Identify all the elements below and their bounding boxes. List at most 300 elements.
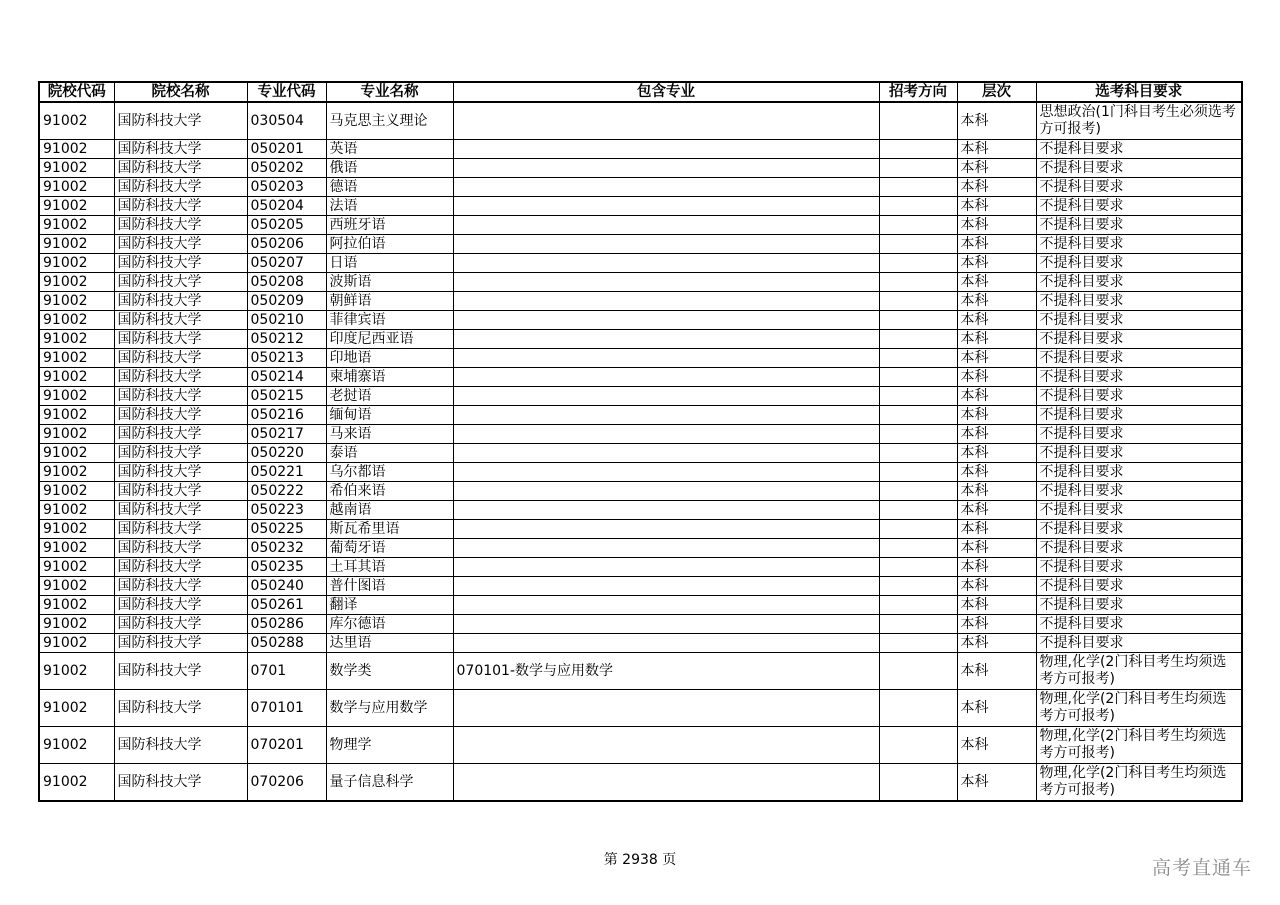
cell-level: 本科 — [957, 197, 1036, 216]
table-row — [39, 159, 1242, 178]
cell-major-code: 050201 — [247, 140, 326, 159]
cell-major-code: 050209 — [247, 292, 326, 311]
cell-included-majors: 070101-数学与应用数学 — [453, 653, 879, 690]
cell-major-code: 050205 — [247, 216, 326, 235]
cell-school-name: 国防科技大学 — [114, 292, 247, 311]
cell-subject-requirement: 不提科目要求 — [1036, 558, 1242, 577]
cell-included-majors — [453, 330, 879, 349]
cell-school-code: 91002 — [39, 330, 114, 349]
cell-school-code: 91002 — [39, 349, 114, 368]
cell-included-majors — [453, 501, 879, 520]
cell-included-majors — [453, 197, 879, 216]
cell-included-majors — [453, 178, 879, 197]
cell-included-majors — [453, 482, 879, 501]
cell-included-majors — [453, 406, 879, 425]
cell-subject-requirement: 物理,化学(2门科目考生均须选考方可报考) — [1036, 727, 1242, 764]
cell-included-majors — [453, 690, 879, 727]
cell-major-name: 马来语 — [326, 425, 453, 444]
cell-direction — [879, 330, 957, 349]
cell-major-name: 德语 — [326, 178, 453, 197]
cell-direction — [879, 558, 957, 577]
cell-major-name: 日语 — [326, 254, 453, 273]
cell-subject-requirement: 物理,化学(2门科目考生均须选考方可报考) — [1036, 653, 1242, 690]
cell-major-name: 波斯语 — [326, 273, 453, 292]
cell-major-name: 量子信息科学 — [326, 764, 453, 802]
cell-school-code: 91002 — [39, 273, 114, 292]
cell-school-name: 国防科技大学 — [114, 653, 247, 690]
cell-major-code: 050212 — [247, 330, 326, 349]
cell-direction — [879, 482, 957, 501]
watermark-logo-text: 高考直通车 — [1151, 857, 1252, 879]
cell-included-majors — [453, 102, 879, 140]
cell-level: 本科 — [957, 311, 1036, 330]
cell-major-code: 070101 — [247, 690, 326, 727]
cell-subject-requirement: 不提科目要求 — [1036, 254, 1242, 273]
cell-school-name: 国防科技大学 — [114, 140, 247, 159]
col-header-major-code: 专业代码 — [247, 82, 326, 102]
cell-direction — [879, 273, 957, 292]
cell-level: 本科 — [957, 577, 1036, 596]
cell-school-name: 国防科技大学 — [114, 615, 247, 634]
cell-school-name: 国防科技大学 — [114, 596, 247, 615]
cell-major-name: 普什图语 — [326, 577, 453, 596]
cell-included-majors — [453, 273, 879, 292]
cell-direction — [879, 444, 957, 463]
cell-school-code: 91002 — [39, 653, 114, 690]
table-row — [39, 577, 1242, 596]
cell-major-name: 马克思主义理论 — [326, 102, 453, 140]
table-row — [39, 764, 1242, 802]
cell-school-code: 91002 — [39, 539, 114, 558]
cell-school-code: 91002 — [39, 482, 114, 501]
cell-school-code: 91002 — [39, 311, 114, 330]
table-row — [39, 482, 1242, 501]
cell-direction — [879, 539, 957, 558]
cell-level: 本科 — [957, 558, 1036, 577]
cell-subject-requirement: 不提科目要求 — [1036, 463, 1242, 482]
cell-level: 本科 — [957, 596, 1036, 615]
cell-direction — [879, 764, 957, 802]
table-row — [39, 273, 1242, 292]
cell-level: 本科 — [957, 102, 1036, 140]
table-row — [39, 368, 1242, 387]
cell-major-code: 050232 — [247, 539, 326, 558]
cell-subject-requirement: 不提科目要求 — [1036, 406, 1242, 425]
cell-school-name: 国防科技大学 — [114, 558, 247, 577]
cell-major-name: 阿拉伯语 — [326, 235, 453, 254]
cell-subject-requirement: 不提科目要求 — [1036, 501, 1242, 520]
cell-major-code: 050207 — [247, 254, 326, 273]
cell-level: 本科 — [957, 482, 1036, 501]
cell-subject-requirement: 不提科目要求 — [1036, 273, 1242, 292]
cell-subject-requirement: 不提科目要求 — [1036, 311, 1242, 330]
cell-included-majors — [453, 387, 879, 406]
table-row — [39, 292, 1242, 311]
table-row — [39, 501, 1242, 520]
cell-subject-requirement: 思想政治(1门科目考生必须选考方可报考) — [1036, 102, 1242, 140]
table-row — [39, 235, 1242, 254]
cell-direction — [879, 577, 957, 596]
cell-subject-requirement: 不提科目要求 — [1036, 539, 1242, 558]
cell-level: 本科 — [957, 690, 1036, 727]
cell-included-majors — [453, 292, 879, 311]
cell-level: 本科 — [957, 520, 1036, 539]
table-row — [39, 690, 1242, 727]
cell-direction — [879, 102, 957, 140]
cell-included-majors — [453, 539, 879, 558]
cell-school-code: 91002 — [39, 292, 114, 311]
cell-major-name: 土耳其语 — [326, 558, 453, 577]
cell-major-code: 050206 — [247, 235, 326, 254]
cell-school-code: 91002 — [39, 235, 114, 254]
cell-subject-requirement: 不提科目要求 — [1036, 178, 1242, 197]
cell-school-code: 91002 — [39, 463, 114, 482]
table-row — [39, 463, 1242, 482]
cell-school-code: 91002 — [39, 501, 114, 520]
cell-included-majors — [453, 349, 879, 368]
cell-major-code: 050203 — [247, 178, 326, 197]
table-row — [39, 102, 1242, 140]
cell-subject-requirement: 不提科目要求 — [1036, 387, 1242, 406]
cell-included-majors — [453, 558, 879, 577]
cell-school-name: 国防科技大学 — [114, 159, 247, 178]
cell-school-name: 国防科技大学 — [114, 727, 247, 764]
cell-major-code: 070201 — [247, 727, 326, 764]
cell-included-majors — [453, 254, 879, 273]
cell-direction — [879, 727, 957, 764]
cell-included-majors — [453, 235, 879, 254]
cell-school-code: 91002 — [39, 425, 114, 444]
cell-direction — [879, 615, 957, 634]
cell-major-name: 库尔德语 — [326, 615, 453, 634]
cell-included-majors — [453, 368, 879, 387]
cell-school-code: 91002 — [39, 387, 114, 406]
cell-school-name: 国防科技大学 — [114, 102, 247, 140]
cell-major-name: 英语 — [326, 140, 453, 159]
col-header-subject-requirement: 选考科目要求 — [1036, 82, 1242, 102]
cell-level: 本科 — [957, 349, 1036, 368]
cell-major-name: 斯瓦希里语 — [326, 520, 453, 539]
cell-level: 本科 — [957, 463, 1036, 482]
cell-included-majors — [453, 444, 879, 463]
cell-level: 本科 — [957, 764, 1036, 802]
cell-level: 本科 — [957, 273, 1036, 292]
cell-subject-requirement: 不提科目要求 — [1036, 349, 1242, 368]
cell-subject-requirement: 不提科目要求 — [1036, 444, 1242, 463]
table-body — [39, 102, 1242, 801]
cell-major-code: 050214 — [247, 368, 326, 387]
cell-direction — [879, 463, 957, 482]
cell-direction — [879, 596, 957, 615]
cell-major-code: 0701 — [247, 653, 326, 690]
header-row — [39, 82, 1242, 102]
cell-direction — [879, 254, 957, 273]
cell-school-code: 91002 — [39, 520, 114, 539]
cell-school-name: 国防科技大学 — [114, 501, 247, 520]
cell-included-majors — [453, 727, 879, 764]
cell-subject-requirement: 不提科目要求 — [1036, 216, 1242, 235]
cell-included-majors — [453, 425, 879, 444]
cell-subject-requirement: 不提科目要求 — [1036, 482, 1242, 501]
cell-direction — [879, 690, 957, 727]
cell-level: 本科 — [957, 406, 1036, 425]
page-number: 第 2938 页 — [603, 852, 677, 868]
cell-major-name: 越南语 — [326, 501, 453, 520]
table-row — [39, 178, 1242, 197]
cell-level: 本科 — [957, 159, 1036, 178]
cell-level: 本科 — [957, 140, 1036, 159]
cell-school-name: 国防科技大学 — [114, 425, 247, 444]
cell-school-code: 91002 — [39, 254, 114, 273]
cell-subject-requirement: 不提科目要求 — [1036, 235, 1242, 254]
cell-major-name: 印地语 — [326, 349, 453, 368]
cell-major-name: 希伯来语 — [326, 482, 453, 501]
col-header-included-majors: 包含专业 — [453, 82, 879, 102]
cell-major-code: 050210 — [247, 311, 326, 330]
cell-direction — [879, 216, 957, 235]
cell-school-name: 国防科技大学 — [114, 444, 247, 463]
cell-school-code: 91002 — [39, 444, 114, 463]
cell-subject-requirement: 不提科目要求 — [1036, 615, 1242, 634]
cell-subject-requirement: 不提科目要求 — [1036, 634, 1242, 653]
cell-major-code: 050222 — [247, 482, 326, 501]
cell-major-name: 数学与应用数学 — [326, 690, 453, 727]
cell-school-code: 91002 — [39, 178, 114, 197]
cell-subject-requirement: 不提科目要求 — [1036, 596, 1242, 615]
cell-direction — [879, 159, 957, 178]
cell-level: 本科 — [957, 216, 1036, 235]
cell-included-majors — [453, 216, 879, 235]
cell-level: 本科 — [957, 368, 1036, 387]
cell-school-code: 91002 — [39, 159, 114, 178]
cell-included-majors — [453, 615, 879, 634]
table-row — [39, 596, 1242, 615]
col-header-major-name: 专业名称 — [326, 82, 453, 102]
cell-major-name: 西班牙语 — [326, 216, 453, 235]
cell-school-name: 国防科技大学 — [114, 463, 247, 482]
cell-school-name: 国防科技大学 — [114, 577, 247, 596]
cell-subject-requirement: 不提科目要求 — [1036, 520, 1242, 539]
cell-level: 本科 — [957, 425, 1036, 444]
cell-school-name: 国防科技大学 — [114, 254, 247, 273]
cell-level: 本科 — [957, 634, 1036, 653]
cell-school-code: 91002 — [39, 140, 114, 159]
cell-major-code: 050261 — [247, 596, 326, 615]
cell-major-code: 070206 — [247, 764, 326, 802]
cell-school-code: 91002 — [39, 615, 114, 634]
cell-school-name: 国防科技大学 — [114, 311, 247, 330]
cell-school-name: 国防科技大学 — [114, 197, 247, 216]
cell-major-name: 老挝语 — [326, 387, 453, 406]
cell-major-code: 050204 — [247, 197, 326, 216]
cell-school-code: 91002 — [39, 764, 114, 802]
cell-major-name: 葡萄牙语 — [326, 539, 453, 558]
cell-major-code: 050225 — [247, 520, 326, 539]
cell-major-name: 乌尔都语 — [326, 463, 453, 482]
table-row — [39, 425, 1242, 444]
cell-school-name: 国防科技大学 — [114, 482, 247, 501]
table-row — [39, 311, 1242, 330]
cell-level: 本科 — [957, 501, 1036, 520]
cell-subject-requirement: 不提科目要求 — [1036, 292, 1242, 311]
cell-major-code: 050235 — [247, 558, 326, 577]
cell-major-name: 柬埔寨语 — [326, 368, 453, 387]
cell-school-name: 国防科技大学 — [114, 520, 247, 539]
cell-major-code: 050286 — [247, 615, 326, 634]
cell-major-code: 050221 — [247, 463, 326, 482]
cell-major-name: 朝鲜语 — [326, 292, 453, 311]
cell-major-name: 达里语 — [326, 634, 453, 653]
cell-direction — [879, 406, 957, 425]
cell-major-name: 印度尼西亚语 — [326, 330, 453, 349]
cell-subject-requirement: 物理,化学(2门科目考生均须选考方可报考) — [1036, 690, 1242, 727]
cell-direction — [879, 349, 957, 368]
cell-included-majors — [453, 140, 879, 159]
cell-school-code: 91002 — [39, 558, 114, 577]
cell-major-code: 050215 — [247, 387, 326, 406]
cell-included-majors — [453, 764, 879, 802]
cell-direction — [879, 368, 957, 387]
cell-major-code: 050220 — [247, 444, 326, 463]
cell-direction — [879, 520, 957, 539]
col-header-school-code: 院校代码 — [39, 82, 114, 102]
cell-subject-requirement: 不提科目要求 — [1036, 159, 1242, 178]
cell-school-name: 国防科技大学 — [114, 178, 247, 197]
cell-direction — [879, 634, 957, 653]
cell-level: 本科 — [957, 330, 1036, 349]
table-row — [39, 558, 1242, 577]
col-header-direction: 招考方向 — [879, 82, 957, 102]
table-row — [39, 197, 1242, 216]
cell-school-code: 91002 — [39, 577, 114, 596]
cell-level: 本科 — [957, 387, 1036, 406]
cell-direction — [879, 387, 957, 406]
table-row — [39, 254, 1242, 273]
cell-major-name: 翻译 — [326, 596, 453, 615]
cell-school-name: 国防科技大学 — [114, 764, 247, 802]
cell-subject-requirement: 不提科目要求 — [1036, 330, 1242, 349]
cell-school-name: 国防科技大学 — [114, 387, 247, 406]
cell-included-majors — [453, 634, 879, 653]
table-row — [39, 387, 1242, 406]
cell-school-name: 国防科技大学 — [114, 216, 247, 235]
cell-school-name: 国防科技大学 — [114, 406, 247, 425]
cell-included-majors — [453, 463, 879, 482]
cell-major-name: 泰语 — [326, 444, 453, 463]
cell-school-name: 国防科技大学 — [114, 330, 247, 349]
cell-level: 本科 — [957, 615, 1036, 634]
cell-subject-requirement: 不提科目要求 — [1036, 425, 1242, 444]
cell-included-majors — [453, 596, 879, 615]
table-row — [39, 330, 1242, 349]
cell-school-name: 国防科技大学 — [114, 368, 247, 387]
cell-school-code: 91002 — [39, 368, 114, 387]
cell-school-name: 国防科技大学 — [114, 690, 247, 727]
cell-level: 本科 — [957, 292, 1036, 311]
col-header-level: 层次 — [957, 82, 1036, 102]
table-row — [39, 653, 1242, 690]
cell-direction — [879, 140, 957, 159]
cell-school-code: 91002 — [39, 197, 114, 216]
cell-subject-requirement: 不提科目要求 — [1036, 577, 1242, 596]
cell-level: 本科 — [957, 727, 1036, 764]
cell-direction — [879, 653, 957, 690]
cell-subject-requirement: 不提科目要求 — [1036, 140, 1242, 159]
cell-subject-requirement: 不提科目要求 — [1036, 197, 1242, 216]
cell-major-code: 050208 — [247, 273, 326, 292]
cell-major-name: 法语 — [326, 197, 453, 216]
cell-major-code: 050240 — [247, 577, 326, 596]
cell-school-code: 91002 — [39, 727, 114, 764]
table-row — [39, 216, 1242, 235]
table-row — [39, 444, 1242, 463]
cell-included-majors — [453, 520, 879, 539]
cell-subject-requirement: 不提科目要求 — [1036, 368, 1242, 387]
cell-school-code: 91002 — [39, 690, 114, 727]
cell-major-name: 缅甸语 — [326, 406, 453, 425]
cell-direction — [879, 197, 957, 216]
cell-direction — [879, 311, 957, 330]
cell-major-name: 数学类 — [326, 653, 453, 690]
cell-major-code: 050217 — [247, 425, 326, 444]
cell-included-majors — [453, 311, 879, 330]
table-row — [39, 406, 1242, 425]
cell-level: 本科 — [957, 178, 1036, 197]
cell-school-code: 91002 — [39, 596, 114, 615]
cell-major-code: 050202 — [247, 159, 326, 178]
cell-school-code: 91002 — [39, 216, 114, 235]
cell-major-code: 050216 — [247, 406, 326, 425]
cell-included-majors — [453, 159, 879, 178]
cell-direction — [879, 178, 957, 197]
cell-major-name: 物理学 — [326, 727, 453, 764]
cell-major-code: 050213 — [247, 349, 326, 368]
cell-included-majors — [453, 577, 879, 596]
table-row — [39, 727, 1242, 764]
cell-major-name: 菲律宾语 — [326, 311, 453, 330]
table-row — [39, 539, 1242, 558]
table-row — [39, 349, 1242, 368]
cell-school-name: 国防科技大学 — [114, 349, 247, 368]
cell-direction — [879, 292, 957, 311]
cell-major-code: 030504 — [247, 102, 326, 140]
cell-school-name: 国防科技大学 — [114, 634, 247, 653]
cell-level: 本科 — [957, 539, 1036, 558]
cell-school-code: 91002 — [39, 634, 114, 653]
admission-table — [38, 81, 1243, 802]
cell-level: 本科 — [957, 235, 1036, 254]
cell-school-name: 国防科技大学 — [114, 235, 247, 254]
cell-direction — [879, 425, 957, 444]
cell-major-name: 俄语 — [326, 159, 453, 178]
cell-school-name: 国防科技大学 — [114, 273, 247, 292]
cell-major-code: 050288 — [247, 634, 326, 653]
table-row — [39, 520, 1242, 539]
cell-school-code: 91002 — [39, 102, 114, 140]
cell-level: 本科 — [957, 653, 1036, 690]
cell-school-code: 91002 — [39, 406, 114, 425]
cell-subject-requirement: 物理,化学(2门科目考生均须选考方可报考) — [1036, 764, 1242, 802]
table-row — [39, 140, 1242, 159]
cell-direction — [879, 501, 957, 520]
cell-level: 本科 — [957, 254, 1036, 273]
cell-major-code: 050223 — [247, 501, 326, 520]
table-row — [39, 634, 1242, 653]
table-row — [39, 615, 1242, 634]
cell-school-name: 国防科技大学 — [114, 539, 247, 558]
cell-direction — [879, 235, 957, 254]
cell-level: 本科 — [957, 444, 1036, 463]
